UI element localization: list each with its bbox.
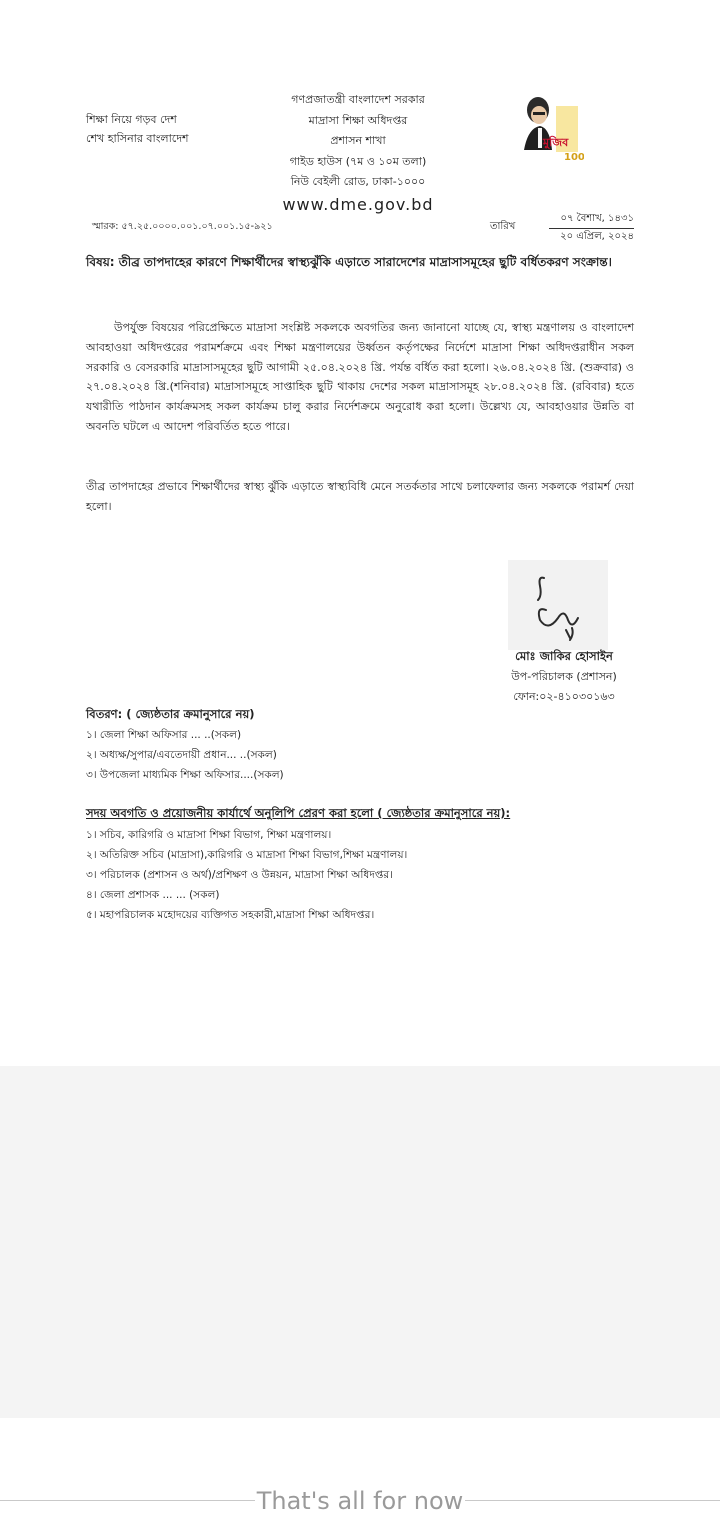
distribution-heading: বিতরণ: ( জ্যেষ্ঠতার ক্রমানুসারে নয়) (86, 707, 255, 721)
list-item: ৩। পরিচালক (প্রশাসন ও অর্থ)/প্রশিক্ষণ ও উন্নয়ন, মাদ্রাসা শিক্ষা অধিদপ্তর। (86, 869, 393, 881)
header-line-govt: গণপ্রজাতন্ত্রী বাংলাদেশ সরকার (291, 93, 425, 106)
signatory-designation: উপ-পরিচালক (প্রশাসন) (511, 670, 617, 683)
blank-area (0, 1066, 720, 1418)
date-label: তারিখ (490, 221, 516, 232)
date-block (549, 211, 634, 245)
list-item: ১। সচিব, কারিগরি ও মাদ্রাসা শিক্ষা বিভাগ, শিক্ষা মন্ত্রণালয়। (86, 829, 332, 841)
logo-mujib-text: মুজিব (543, 136, 569, 149)
signature-image (508, 560, 608, 650)
header-line-section: প্রশাসন শাখা (330, 134, 386, 147)
header-line-road: নিউ বেইলী রোড, ঢাকা-১০০০ (290, 175, 426, 188)
body-paragraph-1: উপর্যুক্ত বিষয়ের পরিপ্রেক্ষিতে মাদ্রাসা সংশ্লিষ্ট সকলকে অবগতির জন্য জানানো যাচ্ছে যে, স্বাস্থ্য মন্ত্রণালয় ও বাংলাদেশ আবহাওয়া অধিদপ্তরের পরামর্শক্রমে এবং শিক্ষা মন্ত্রণালয়ের উর্ধ্বতন কর্তৃপক্ষের নির্দেশে মাদ্রাসা শিক্ষা অধিদপ্তরাধীন সকল সরকারি ও বেসরকারি মাদ্রাসাসমূহের ছুটি আগামী ২৫.০৪.২০২৪ খ্রি. পর্যন্ত বর্ধিত করা হলো। ২৬.০৪.২০২৪ খ্রি. (শুক্রবার) ও ২৭.০৪.২০২৪ খ্রি.(শনিবার) মাদ্রাসাসমূহে সাপ্তাহিক ছুটি থাকায় দেশের সকল মাদ্রাসাসমূহ ২৮.০৪.২০২৪ খ্রি. (রবিবার) হতে যথারীতি পাঠদান কার্যক্রমসহ সকল কার্যক্রম চালু করার নির্দেশক্রমে অনুরোধ করা হলো। উল্লেখ্য যে, আবহাওয়ার উন্নতি বা অবনতি ঘটলে এ আদেশ পরিবর্তিত হতে পারে। (86, 321, 634, 433)
list-item: ৫। মহাপরিচালক মহোদয়ের ব্যক্তিগত সহকারী,মাদ্রাসা শিক্ষা অধিদপ্তর। (86, 909, 375, 921)
motto-line-1: শিক্ষা নিয়ে গড়ব দেশ (86, 113, 177, 126)
date-english: ২০ এপ্রিল, ২০২৪ (560, 231, 634, 242)
website-link[interactable]: www.dme.gov.bd (282, 194, 434, 214)
motto-line-2: শেখ হাসিনার বাংলাদেশ (86, 132, 189, 145)
date-bangla: ০৭ বৈশাখ, ১৪৩১ (549, 211, 634, 229)
list-item: ৩। উপজেলা মাধ্যমিক শিক্ষা অফিসার....(সকল) (86, 769, 284, 781)
footer-text: That's all for now (256, 1487, 464, 1515)
signatory-name: মোঃ জাকির হোসাইন (515, 649, 613, 663)
memo-number: স্মারক: ৫৭.২৫.০০০০.০০১.০৭.০০১.১৫-৯২১ (92, 221, 273, 232)
list-item: ১। জেলা শিক্ষা অফিসার ... ..(সকল) (86, 729, 242, 741)
motto (86, 110, 189, 148)
header-line-building: গাইড হাউস (৭ম ও ১০ম তলা) (289, 154, 427, 168)
subject-line: বিষয়: তীব্র তাপদাহের কারণে শিক্ষার্থীদের স্বাস্থ্যঝুঁকি এড়াতে সারাদেশের মাদ্রাসাসমূহের ছুটি বর্ধিতকরণ সংক্রান্ত। (86, 255, 612, 269)
list-item: ২। অধ্যক্ষ/সুপার/এবতেদায়ী প্রধান... ..(সকল) (86, 749, 277, 761)
list-item: ৪। জেলা প্রশাসক ... ... (সকল) (86, 889, 220, 901)
copy-list (86, 825, 407, 925)
mujib-100-logo (512, 88, 584, 166)
distribution-list (86, 725, 284, 785)
office-header (238, 90, 478, 217)
copy-heading: সদয় অবগতি ও প্রয়োজনীয় কার্যার্থে অনুলিপি প্রেরণ করা হলো ( জ্যেষ্ঠতার ক্রমানুসারে নয়): (86, 806, 511, 820)
list-item: ২। অতিরিক্ত সচিব (মাদ্রাসা),কারিগরি ও মাদ্রাসা শিক্ষা বিভাগ,শিক্ষা মন্ত্রণালয়। (86, 849, 408, 861)
header-line-directorate: মাদ্রাসা শিক্ষা অধিদপ্তর (308, 113, 408, 127)
end-of-feed-footer (0, 1486, 720, 1516)
body-paragraph-2: তীব্র তাপদাহের প্রভাবে শিক্ষার্থীদের স্বাস্থ্য ঝুঁকি এড়াতে স্বাস্থ্যবিধি মেনে সতর্কতার সাথে চলাফেলার জন্য সকলকে পরামর্শ দেয়া হলো। (86, 480, 634, 513)
logo-100-text: 100 (564, 152, 584, 163)
signatory-phone: ফোন:০২-৪১০৩০১৬৩ (513, 690, 615, 703)
